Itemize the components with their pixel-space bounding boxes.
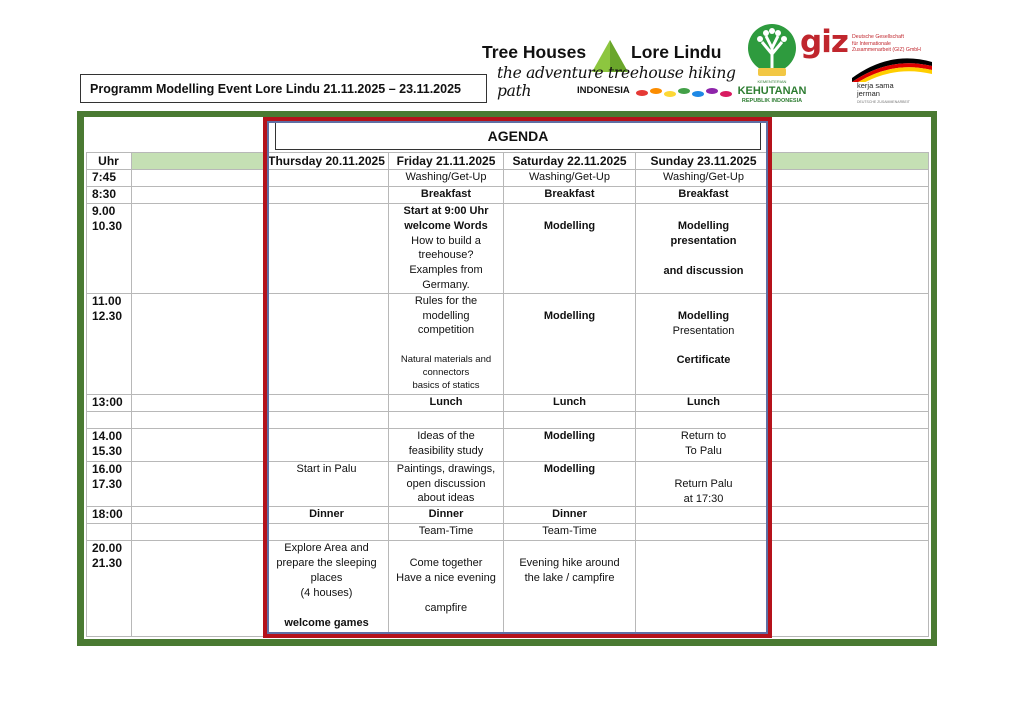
cell-line: open discussion	[406, 477, 486, 490]
time-column-header: Uhr	[87, 153, 132, 170]
empty-cell	[132, 293, 265, 394]
brand-tagline: the adventure treehouse hiking path	[497, 64, 736, 100]
empty-cell	[132, 461, 265, 507]
table-row	[87, 293, 929, 394]
time-end: 17.30	[92, 476, 123, 491]
cell-line: places	[310, 571, 343, 584]
empty-cell	[772, 394, 929, 411]
empty-cell	[772, 187, 929, 204]
agenda-cell: Breakfast	[389, 187, 504, 204]
cell-line: about ideas	[417, 492, 475, 505]
cell-line: Modelling	[543, 429, 596, 442]
cell-line: Examples from	[409, 264, 483, 277]
empty-cell	[772, 461, 929, 507]
agenda-cell: Washing/Get-Up	[504, 170, 636, 187]
cell-line: Germany.	[422, 278, 470, 291]
kehutanan-ministry-label: KEMENTERIAN	[757, 79, 787, 84]
program-title: Programm Modelling Event Lore Lindu 21.11.2025 – 23.11.2025	[80, 74, 487, 103]
empty-cell	[772, 507, 929, 524]
time-cell	[87, 428, 132, 461]
german-flag-icon	[850, 56, 934, 82]
giz-logo-block	[800, 24, 940, 108]
table-row	[87, 411, 929, 428]
cell-line: To Palu	[685, 444, 722, 457]
agenda-cell: Lunch	[389, 394, 504, 411]
kerja-line-2: jerman	[857, 89, 880, 98]
time-end: 15.30	[92, 443, 123, 458]
cell-line: Modelling	[677, 309, 730, 322]
time-end: 12.30	[92, 308, 123, 323]
agenda-cell	[389, 428, 504, 461]
cell-line: the lake / campfire	[524, 572, 615, 585]
cell-line: welcome Words	[404, 219, 488, 232]
agenda-cell	[504, 428, 636, 461]
empty-cell	[772, 428, 929, 461]
cell-line: basics of statics	[412, 380, 480, 392]
agenda-cell: Team-Time	[389, 524, 504, 541]
cell-line: Start at 9:00 Uhr	[403, 205, 489, 217]
giz-text-line: Deutsche Gesellschaft	[852, 34, 904, 40]
cell-line: Return Palu	[674, 477, 733, 490]
agenda-cell	[389, 541, 504, 637]
empty-cell	[389, 411, 504, 428]
cell-line: treehouse?	[418, 249, 474, 262]
agenda-cell	[504, 204, 636, 294]
empty-cell	[636, 524, 772, 541]
agenda-cell: Dinner	[504, 507, 636, 524]
agenda-cell	[636, 428, 772, 461]
agenda-cell	[636, 204, 772, 294]
table-row	[87, 507, 929, 524]
cell-line: How to build a	[411, 234, 481, 247]
time-start: 9.00	[92, 204, 116, 218]
empty-cell	[132, 204, 265, 294]
agenda-cell	[265, 541, 389, 637]
time-end: 10.30	[92, 218, 123, 233]
table-row	[87, 170, 929, 187]
brand-country: INDONESIA	[577, 85, 630, 96]
kerja-line-1: kerja sama	[857, 81, 894, 90]
giz-logo: giz	[800, 24, 848, 60]
header-spacer	[132, 153, 265, 170]
time-end: 21.30	[92, 556, 123, 571]
brand-right-text: Lore Lindu	[631, 42, 722, 62]
agenda-cell: Breakfast	[504, 187, 636, 204]
empty-cell	[772, 170, 929, 187]
agenda-cell: Breakfast	[636, 187, 772, 204]
agenda-table	[86, 152, 929, 637]
day-header-saturday: Saturday 22.11.2025	[504, 153, 636, 170]
cell-line: and discussion	[663, 264, 744, 277]
time-cell: 13:00	[87, 394, 132, 411]
empty-cell	[132, 187, 265, 204]
cell-line: welcome games	[284, 616, 369, 629]
tree-houses-logo	[482, 30, 742, 105]
cell-line: Paintings, drawings,	[396, 462, 496, 475]
empty-cell	[132, 411, 265, 428]
cell-line: feasibility study	[408, 444, 484, 457]
table-row	[87, 428, 929, 461]
time-cell: 18:00	[87, 507, 132, 524]
cell-line: Modelling	[543, 309, 596, 322]
empty-cell	[265, 187, 389, 204]
empty-cell	[132, 428, 265, 461]
empty-cell	[772, 541, 929, 637]
empty-cell	[132, 541, 265, 637]
empty-cell	[132, 170, 265, 187]
cell-line: Evening hike around	[519, 557, 620, 570]
time-start: 11.00	[92, 293, 122, 308]
kerja-line-3: DEUTSCHE ZUSAMMENARBEIT	[857, 100, 910, 104]
time-cell	[87, 541, 132, 637]
agenda-cell: Lunch	[504, 394, 636, 411]
cell-line: Modelling	[677, 220, 730, 232]
empty-cell	[265, 204, 389, 294]
empty-cell	[772, 204, 929, 294]
agenda-cell	[636, 461, 772, 507]
agenda-cell	[504, 293, 636, 394]
table-header-row	[87, 153, 929, 170]
agenda-cell: Washing/Get-Up	[389, 170, 504, 187]
empty-cell	[504, 411, 636, 428]
cell-line: Come together	[409, 557, 483, 570]
day-header-sunday: Sunday 23.11.2025	[636, 153, 772, 170]
agenda-cell	[389, 461, 504, 507]
empty-cell	[265, 411, 389, 428]
header-spacer	[772, 153, 929, 170]
empty-cell	[132, 524, 265, 541]
cell-line: Rules for the	[414, 294, 478, 307]
cell-line: at 17:30	[683, 492, 724, 505]
agenda-cell: Dinner	[265, 507, 389, 524]
tree-emblem-icon	[744, 24, 800, 78]
day-header-thursday: Thursday 20.11.2025	[265, 153, 389, 170]
cell-line: campfire	[424, 601, 468, 614]
cell-line: connectors	[422, 367, 470, 379]
time-cell	[87, 204, 132, 294]
cell-line: Modelling	[543, 220, 596, 232]
agenda-cell	[389, 293, 504, 394]
empty-cell	[265, 394, 389, 411]
cell-line: (4 houses)	[300, 586, 353, 599]
giz-text-line: für Internationale	[852, 40, 891, 47]
empty-cell	[265, 170, 389, 187]
time-cell	[87, 293, 132, 394]
time-start: 20.00	[92, 541, 123, 556]
cell-line: presentation	[670, 234, 737, 247]
agenda-cell: Dinner	[389, 507, 504, 524]
cell-line: Explore Area and	[284, 542, 369, 555]
footprints-icon	[634, 83, 734, 101]
cell-line: Modelling	[543, 462, 596, 475]
cell-line: competition	[417, 324, 475, 337]
table-row	[87, 394, 929, 411]
agenda-cell	[389, 204, 504, 294]
empty-cell	[265, 524, 389, 541]
day-header-friday: Friday 21.11.2025	[389, 153, 504, 170]
time-start: 14.00	[92, 428, 123, 443]
cell-line: Presentation	[672, 324, 735, 337]
empty-cell	[265, 293, 389, 394]
empty-cell	[265, 428, 389, 461]
cell-line: modelling	[422, 309, 470, 322]
table-row	[87, 524, 929, 541]
table-row	[87, 187, 929, 204]
cell-line: Have a nice evening	[396, 572, 496, 585]
empty-cell	[132, 507, 265, 524]
kerja-sama-label	[857, 82, 910, 106]
time-cell: 8:30	[87, 187, 132, 204]
agenda-title: AGENDA	[275, 122, 761, 150]
table-row	[87, 461, 929, 507]
empty-cell	[87, 411, 132, 428]
cell-line: Natural materials and	[400, 354, 492, 366]
cell-line: prepare the sleeping	[276, 557, 377, 570]
empty-cell	[87, 524, 132, 541]
giz-description	[852, 34, 940, 54]
agenda-cell: Start in Palu	[265, 461, 389, 507]
time-cell: 7:45	[87, 170, 132, 187]
kehutanan-sub: REPUBLIK INDONESIA	[741, 98, 803, 104]
empty-cell	[636, 507, 772, 524]
agenda-cell	[504, 461, 636, 507]
agenda-cell: Washing/Get-Up	[636, 170, 772, 187]
empty-cell	[772, 411, 929, 428]
empty-cell	[636, 411, 772, 428]
empty-cell	[636, 541, 772, 637]
agenda-cell	[636, 293, 772, 394]
agenda-cell: Lunch	[636, 394, 772, 411]
giz-text-line: Zusammenarbeit (GIZ) GmbH	[852, 47, 921, 53]
time-cell	[87, 461, 132, 507]
cell-line: Return to	[680, 429, 727, 442]
empty-cell	[772, 524, 929, 541]
cell-line: Ideas of the	[417, 429, 475, 442]
time-start: 16.00	[92, 461, 123, 476]
table-row	[87, 541, 929, 637]
brand-left-text: Tree Houses	[482, 42, 587, 62]
agenda-cell: Team-Time	[504, 524, 636, 541]
table-row	[87, 204, 929, 294]
empty-cell	[132, 394, 265, 411]
empty-cell	[772, 293, 929, 394]
kehutanan-name: KEHUTANAN	[737, 85, 807, 97]
cell-line: Certificate	[676, 354, 731, 367]
agenda-cell	[504, 541, 636, 637]
